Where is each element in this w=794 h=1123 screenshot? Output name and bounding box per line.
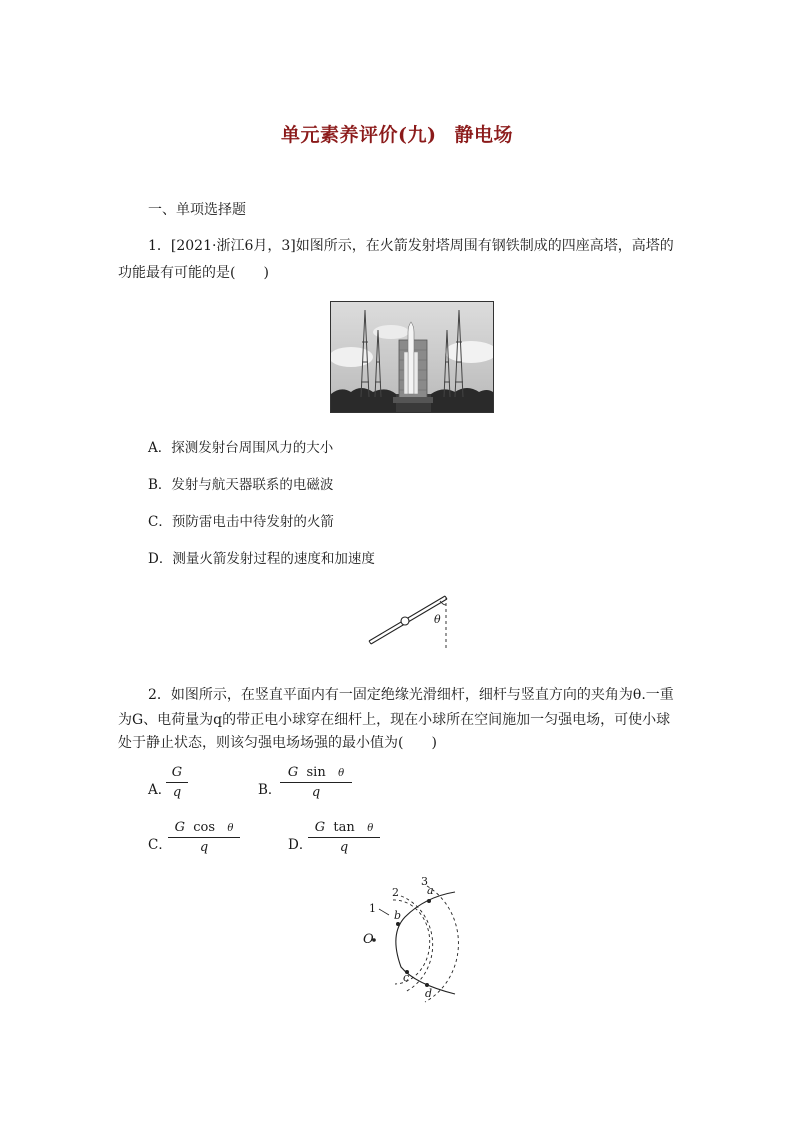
q2-d-angle: θ — [367, 823, 374, 834]
label-point-b: b — [394, 909, 402, 922]
q2-stem-line1: 2．如图所示，在竖直平面内有一固定绝缘光滑细杆，细杆与竖直方向的夹角为θ.一重 — [148, 687, 674, 703]
q2-a-den: q — [172, 785, 182, 800]
label-line-1: 1 — [369, 902, 376, 915]
q2-c-den: q — [199, 840, 209, 855]
label-line-3: 3 — [421, 875, 428, 888]
q2-d-num-var: G — [314, 820, 326, 835]
q2-a-num-var: G — [171, 765, 183, 780]
rocket-launch-illustration — [331, 302, 493, 412]
q2-c-func: cos — [193, 820, 215, 835]
equipotential-line-3 — [425, 886, 458, 1002]
q2-stem-line3: 处于静止状态，则该匀强电场场强的最小值为( ) — [118, 735, 437, 751]
q2-option-a-letter[interactable]: A． — [148, 782, 172, 798]
q2-d-den: q — [339, 840, 349, 855]
section-heading: 一、单项选择题 — [148, 202, 246, 218]
q1-option-a[interactable]: A．探测发射台周围风力的大小 — [148, 440, 334, 456]
q2-c-angle: θ — [227, 823, 234, 834]
q2-option-b-letter[interactable]: B． — [258, 782, 282, 798]
label-point-a: a — [427, 884, 434, 897]
q2-option-c-letter[interactable]: C． — [148, 837, 172, 853]
rocket-launch-photo — [330, 301, 494, 413]
theta-label: θ — [434, 613, 441, 626]
q2-d-func: tan — [333, 820, 355, 835]
q2-b-func: sin — [306, 765, 326, 780]
q2-b-angle: θ — [338, 768, 345, 779]
q2-b-num-var: G — [287, 765, 299, 780]
q1-option-b[interactable]: B．发射与航天器联系的电磁波 — [148, 477, 334, 493]
label-o: O — [363, 932, 374, 947]
q2-option-c-fraction[interactable] — [168, 820, 240, 855]
title-suffix: 静电场 — [454, 124, 513, 146]
q2-option-a-fraction[interactable] — [166, 765, 188, 800]
charged-ball — [401, 617, 409, 625]
q2-option-d-fraction[interactable] — [308, 820, 380, 855]
q1-option-d[interactable]: D．测量火箭发射过程的速度和加速度 — [148, 551, 375, 567]
page-title — [0, 120, 794, 147]
q1-stem-line2: 功能最有可能的是( ) — [118, 265, 269, 281]
label-line-2: 2 — [392, 886, 399, 899]
point-b — [396, 922, 400, 926]
q2-option-b-fraction[interactable] — [280, 765, 352, 800]
q2-c-num-var: G — [174, 820, 185, 835]
q1-option-c[interactable]: C．预防雷电击中待发射的火箭 — [148, 514, 334, 530]
q2-stem-line2: 为G、电荷量为q的带正电小球穿在细杆上，现在小球所在空间施加一匀强电场，可使小球 — [118, 712, 671, 728]
label-point-d: d — [425, 987, 433, 1000]
q2-b-den: q — [311, 785, 321, 800]
point-a — [427, 899, 431, 903]
q2-option-d-letter[interactable]: D． — [288, 837, 313, 853]
label-point-c: c — [403, 971, 410, 984]
q2-rod-figure — [360, 588, 460, 650]
title-main: 单元素养评价(九) — [281, 124, 437, 146]
q1-stem-line1: 1．[2021·浙江6月，3]如图所示，在火箭发射塔周围有钢铁制成的四座高塔，高塔的 — [148, 238, 674, 254]
